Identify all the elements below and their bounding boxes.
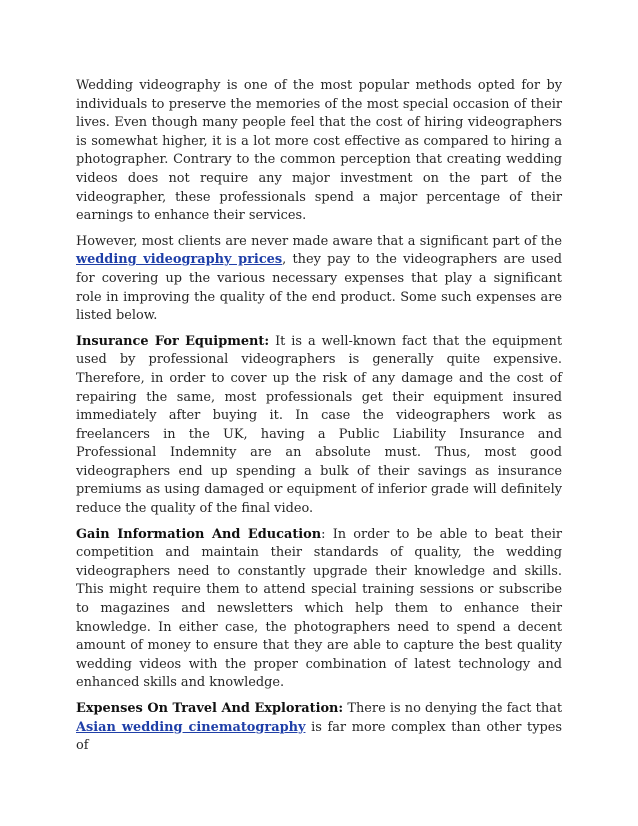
- paragraph-insurance: [76, 333, 562, 519]
- paragraph-travel: [76, 700, 562, 756]
- paragraph-text-after: is far more complex than other types of: [76, 719, 562, 754]
- paragraph-text: : In order to be able to beat their competition and maintain their standards of quality, the wedding videographers need to constantly upgrade their knowledge and skills. This might require them to attend special training sessions or subscribe to magazines and newsletters which help them to enhance their knowledge. In either case, the photographers need to spend a decent amount of money to ensure that they are able to capture the best quality wedding videos with the proper combination of latest technology and enhanced skills and knowledge.: [76, 526, 562, 691]
- section-heading-education: Gain Information And Education: [76, 526, 322, 542]
- paragraph-intro: [76, 77, 562, 226]
- asian-wedding-cinematography-link[interactable]: Asian wedding cinematography: [76, 719, 306, 735]
- paragraph-text: Wedding videography is one of the most popular methods opted for by individuals to preserve the memories of the most special occasion of their lives. Even though many people feel that the cost of hiring videographers is somewhat higher, it is a lot more cost effective as compared to hiring a photographer. Contrary to the common perception that creating wedding videos does not require any major investment on the part of the videographer, these professionals spend a major percentage of their earnings to enhance their services.: [76, 78, 562, 224]
- paragraph-pricing: [76, 233, 562, 326]
- section-heading-travel: Expenses On Travel And Exploration:: [76, 701, 344, 716]
- paragraph-text: It is a well-known fact that the equipment used by professional videographers is generally quite expensive. Therefore, in order to cover up the risk of any damage and the cost of repairing the same, most professionals get their equipment insured immediately after buying it. In case the videographers work as freelancers in the UK, having a Public Liability Insurance and Professional Indemnity are an absolute must. Thus, most good videographers end up spending a bulk of their savings as insurance premiums as using damaged or equipment of inferior grade will definitely reduce the quality of the final video.: [76, 333, 562, 517]
- paragraph-education: [76, 526, 562, 693]
- document-page: [76, 77, 562, 763]
- paragraph-text-before: However, most clients are never made aware that a significant part of the: [76, 233, 562, 249]
- section-heading-insurance: Insurance For Equipment:: [76, 333, 270, 349]
- paragraph-text-after: , they pay to the videographers are used for covering up the various necessary expenses that play a significant role in improving the quality of the end product. Some such expenses are listed below.: [76, 252, 562, 324]
- wedding-videography-prices-link[interactable]: wedding videography prices: [76, 252, 283, 268]
- paragraph-text-before: There is no denying the fact that: [343, 701, 562, 716]
